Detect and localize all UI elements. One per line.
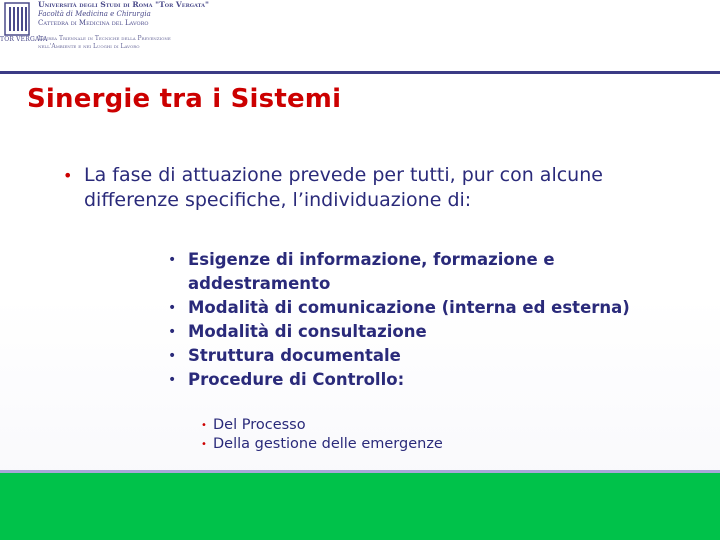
bullet-icon: • (201, 439, 207, 450)
slide-header (0, 0, 720, 72)
bullet-icon: • (168, 300, 177, 316)
institution-block (38, 0, 238, 51)
list-item: • Modalità di consultazione (166, 320, 676, 344)
list-item: • Della gestione delle emergenze (201, 436, 443, 452)
faculty-name: Facoltà di Medicina e Chirurgia (38, 9, 151, 18)
course-line-1: Laurea Triennale in Tecniche della Prevenzione (38, 34, 171, 42)
list-item: • Procedure di Controllo: (166, 368, 676, 392)
bullet-icon: • (168, 348, 177, 364)
requirements-list (166, 248, 676, 392)
course-line-2: nell'Ambiente e nei Luoghi di Lavoro (38, 42, 140, 50)
bullet-icon: • (168, 372, 177, 388)
list-item: • Struttura documentale (166, 344, 676, 368)
lead-bullet-icon: • (63, 166, 73, 185)
list-item: • Del Processo (201, 417, 306, 433)
list-item: • Modalità di comunicazione (interna ed esterna) (166, 296, 676, 320)
bullet-icon: • (168, 252, 177, 268)
header-divider (0, 71, 720, 74)
lead-text: La fase di attuazione prevede per tutti, pur con alcune differenze specifiche, l’individuazione di: (84, 164, 603, 211)
footer-band (0, 473, 720, 540)
department-name: Cattedra di Medicina del Lavoro (38, 19, 149, 28)
slide-title: Sinergie tra i Sistemi (27, 84, 342, 114)
crest-caption: TOR VERGATA (0, 36, 48, 43)
university-name: Università degli Studi di Roma "Tor Vergata" (38, 0, 209, 9)
list-item: • Esigenze di informazione, formazione e addestramento (168, 250, 555, 293)
control-procedures-list (199, 416, 443, 454)
bullet-icon: • (168, 324, 177, 340)
bullet-icon: • (201, 420, 207, 431)
